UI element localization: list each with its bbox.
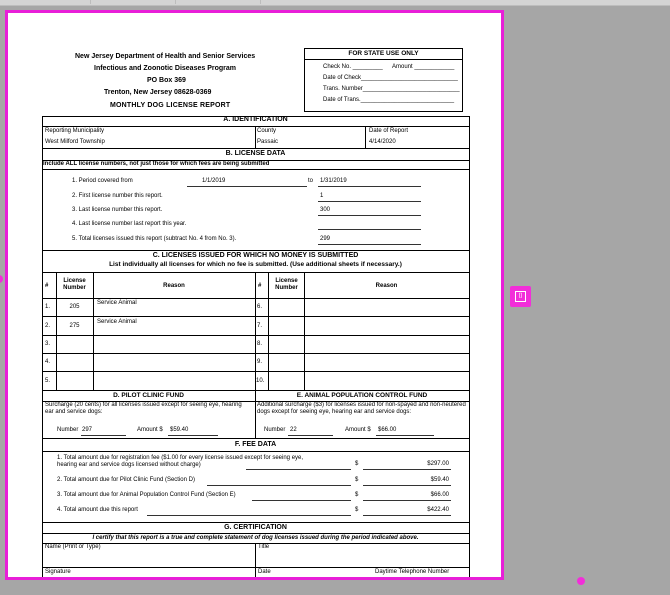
section-d-title: D. PILOT CLINIC FUND: [113, 392, 184, 399]
trans-number: Trans. Number_____________________________: [323, 86, 460, 92]
city-address: Trenton, New Jersey 08628-0369: [104, 89, 212, 96]
field-underline: [168, 435, 218, 436]
divider: [42, 316, 469, 317]
field-underline: [363, 469, 451, 470]
total-licenses-label: 5. Total licenses issued this report (subtract No. 4 from No. 3).: [72, 236, 237, 242]
row-number: 4.: [45, 359, 51, 365]
divider: [56, 272, 57, 390]
last-license-label: 3. Last license number this report.: [72, 207, 163, 213]
fee-row-value[interactable]: $422.40: [427, 507, 449, 513]
period-label: 1. Period covered from: [72, 178, 133, 184]
field-underline: [318, 215, 421, 216]
top-toolbar-strip: [0, 0, 670, 6]
row-number: 7.: [257, 323, 263, 329]
pilot-amount-label: Amount $: [137, 427, 163, 433]
field-underline: [318, 201, 421, 202]
field-underline: [246, 469, 351, 470]
fee-row-label: 1. Total amount due for registration fee ($1.00 for every license issued except for seeing eye, hearing ear and service dogs licensed without charge): [57, 455, 304, 468]
row-reason[interactable]: Service Animal: [97, 319, 137, 325]
row-number: 8.: [257, 341, 263, 347]
field-underline: [147, 515, 351, 516]
report-date-value[interactable]: 4/14/2020: [369, 139, 396, 145]
section-a-title: A. IDENTIFICATION: [223, 116, 288, 123]
program-name: Infectious and Zoonotic Diseases Program: [94, 65, 236, 72]
field-underline: [187, 186, 307, 187]
currency-symbol: $: [355, 492, 359, 498]
section-d-description: Surcharge (20 cents) for all licenses issued except for seeing eye, hearing ear and service dogs:: [45, 402, 242, 415]
divider: [255, 126, 256, 148]
section-e-title: E. ANIMAL POPULATION CONTROL FUND: [296, 392, 428, 399]
check-amount: Amount ____________: [392, 64, 455, 70]
section-e-description: Additional surcharge ($3) for licenses issued for non-spayed and non-neutered dogs except for seeing eye, hearing ear and service dogs:: [257, 402, 466, 415]
title-label: Title: [258, 544, 270, 550]
date-of-trans: Date of Trans.____________________________: [323, 97, 455, 103]
field-underline: [376, 435, 434, 436]
divider: [469, 116, 470, 580]
currency-symbol: $: [355, 461, 359, 467]
divider: [42, 533, 469, 534]
field-underline: [207, 485, 351, 486]
divider: [255, 543, 256, 580]
apc-number-label: Number: [264, 427, 286, 433]
row-number: 2.: [45, 323, 51, 329]
fee-row-label: 3. Total amount due for Animal Population Control Fund (Section E): [57, 492, 236, 498]
date-of-check: Date of Check_____________________________: [323, 75, 458, 81]
field-underline: [288, 435, 333, 436]
row-number: 6.: [257, 304, 263, 310]
county-value[interactable]: Passaic: [257, 139, 279, 145]
divider: [42, 522, 469, 523]
section-c-subtitle: List individually all licenses for which no fee is submitted. (Use additional sheets if necessary.): [109, 261, 402, 268]
section-g-title: G. CERTIFICATION: [224, 524, 287, 531]
last-license-value[interactable]: 300: [320, 207, 331, 213]
pilot-number-value[interactable]: 297: [82, 427, 93, 433]
divider: [42, 169, 469, 170]
row-number: 1.: [45, 304, 51, 310]
divider: [304, 59, 463, 60]
toolbar-segment: [90, 0, 176, 4]
fee-row-value[interactable]: $66.00: [430, 492, 449, 498]
field-underline: [252, 500, 351, 501]
divider: [304, 272, 305, 390]
field-underline: [363, 485, 451, 486]
divider: [42, 567, 469, 568]
currency-symbol: $: [355, 477, 359, 483]
col-num-header: #: [258, 283, 262, 289]
page-marker-button[interactable]: [510, 286, 531, 307]
col-num-header: #: [45, 283, 49, 289]
divider: [365, 126, 366, 148]
apc-amount-label: Amount $: [345, 427, 371, 433]
divider: [42, 148, 469, 149]
divider: [42, 438, 469, 439]
check-no: Check No. _________: [323, 64, 383, 70]
section-f-title: F. FEE DATA: [234, 441, 277, 448]
field-underline: [81, 435, 126, 436]
col-reason-header: Reason: [163, 283, 185, 289]
po-box: PO Box 369: [147, 77, 186, 84]
row-number: 9.: [257, 359, 263, 365]
total-licenses-value[interactable]: 299: [320, 236, 331, 242]
row-number: 10.: [256, 378, 265, 384]
fee-row-value[interactable]: $59.40: [430, 477, 449, 483]
document-page: [7, 10, 504, 580]
divider: [268, 272, 269, 390]
field-underline: [363, 515, 451, 516]
name-label: Name (Print or Type): [45, 544, 101, 550]
col-license-header: License Number: [275, 278, 298, 291]
license-note: Include ALL license numbers, not just those for which fees are being submitted: [43, 161, 270, 167]
row-number: 3.: [45, 341, 51, 347]
first-license-value[interactable]: 1: [320, 193, 324, 199]
divider: [42, 451, 469, 452]
resize-handle[interactable]: [577, 577, 585, 585]
resize-handle[interactable]: [0, 275, 3, 283]
field-underline: [318, 186, 421, 187]
period-to-value[interactable]: 1/31/2019: [320, 178, 347, 184]
fee-row-label: 2. Total amount due for Pilot Clinic Fund (Section D): [57, 477, 195, 483]
row-reason[interactable]: Service Animal: [97, 300, 137, 306]
phone-label: Daytime Telephone Number: [375, 569, 450, 575]
report-title: MONTHLY DOG LICENSE REPORT: [110, 102, 231, 109]
divider: [42, 353, 469, 354]
county-label: County: [257, 128, 277, 134]
row-license[interactable]: 205: [69, 304, 80, 310]
toolbar-segment: [175, 0, 261, 4]
first-license-label: 2. First license number this report.: [72, 193, 163, 199]
municipality-value[interactable]: West Milford Township: [45, 139, 105, 145]
row-license[interactable]: 275: [69, 323, 80, 329]
section-b-title: B. LICENSE DATA: [225, 150, 286, 157]
period-from-value[interactable]: 1/1/2019: [202, 178, 226, 184]
col-license-header: License Number: [63, 278, 86, 291]
divider: [42, 116, 43, 580]
fee-row-value[interactable]: $297.00: [427, 461, 449, 467]
page-icon: ⌷: [515, 291, 526, 302]
divider: [93, 272, 94, 390]
divider: [42, 335, 469, 336]
field-underline: [363, 500, 451, 501]
state-use-title: FOR STATE USE ONLY: [348, 50, 419, 57]
divider: [42, 371, 469, 372]
to-label: to: [308, 178, 314, 184]
currency-symbol: $: [355, 507, 359, 513]
date-label: Date: [258, 569, 271, 575]
certification-statement: I certify that this report is a true and complete statement of dog licenses issued during the period indicated above.: [92, 535, 419, 541]
fee-row-label: 4. Total amount due this report: [57, 507, 138, 513]
field-underline: [318, 229, 421, 230]
divider: [255, 272, 256, 390]
apc-number-value[interactable]: 22: [290, 427, 297, 433]
divider: [42, 298, 469, 299]
pilot-amount-value[interactable]: $59.40: [170, 427, 189, 433]
section-c-title: C. LICENSES ISSUED FOR WHICH NO MONEY IS SUBMITTED: [152, 252, 359, 259]
field-underline: [318, 244, 421, 245]
municipality-label: Reporting Municipality: [45, 128, 105, 134]
row-number: 5.: [45, 378, 51, 384]
col-reason-header: Reason: [375, 283, 398, 289]
signature-label: Signature: [45, 569, 71, 575]
last-prev-license-label: 4. Last license number last report this year.: [72, 221, 187, 227]
apc-amount-value[interactable]: $66.00: [378, 427, 397, 433]
divider: [42, 250, 469, 251]
agency-name: New Jersey Department of Health and Senior Services: [75, 53, 256, 60]
pilot-number-label: Number: [57, 427, 79, 433]
toolbar-segment: [0, 0, 91, 4]
report-date-label: Date of Report: [369, 128, 409, 134]
